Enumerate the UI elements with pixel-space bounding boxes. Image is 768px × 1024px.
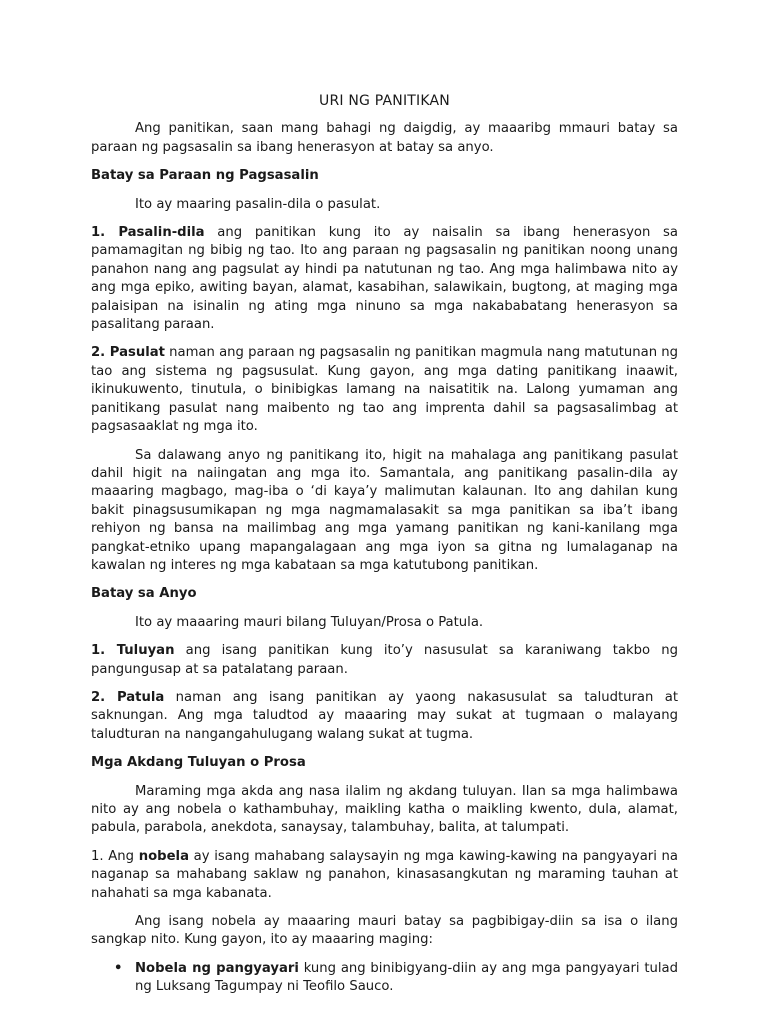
bullet-icon: • — [114, 960, 123, 976]
section-lead: Ito ay maaring pasalin-dila o pasulat. — [135, 196, 381, 212]
term-nobela-ng-pangyayari: Nobela ng pangyayari — [135, 960, 299, 976]
paragraph-text: ang isang panitikan kung ito’y nasusulat sa karaniwang takbo ng pangungusap at sa patalatang paraan. — [91, 643, 678, 677]
section-heading-pagsasalin: Batay sa Paraan ng Pagsasalin — [91, 168, 319, 184]
paragraph-nobela-uri: Ang isang nobela ay maaaring mauri batay sa pagbibigay-diin sa isa o ilang sangkap nito. Kung gayon, ito ay maaaring maging: — [91, 914, 678, 948]
paragraph-pasulat — [91, 344, 678, 436]
list-item — [114, 960, 679, 997]
section-lead: Ito ay maaaring mauri bilang Tuluyan/Prosa o Patula. — [135, 614, 484, 630]
term-pasulat: 2. Pasulat — [91, 345, 165, 361]
list-item-text: kung ang binibigyang-diin ay ang mga pangyayari tulad ng Luksang Tagumpay ni Teofilo Sauco. — [135, 960, 679, 995]
term-pasalin-dila: 1. Pasalin-dila — [91, 225, 205, 241]
section-heading-tuluyan-prosa: Mga Akdang Tuluyan o Prosa — [91, 755, 306, 771]
paragraph-text: naman ang paraan ng pagsasalin ng panitikan magmula nang matutunan ng tao ang sistema ng pagsusulat. Kung gayon, ang mga dating panitikang inaawit, ikinukuwento, tinutula, o binibigkas lamang na naisatitik na. Lalong yumaman ang panitikang pasulat nang maibento ng tao ang imprenta dahil sa pagsasalimbag at pagsasaaklat ng mga ito. — [91, 345, 678, 435]
paragraph-akdang-tuluyan: Maraming mga akda ang nasa ilalim ng akdang tuluyan. Ilan sa mga halimbawa nito ay ang nobela o kathambuhay, maikling katha o maikling kwento, dula, alamat, pabula, parabola, anekdota, sanaysay, talambuhay, balita, at talumpati. — [91, 783, 678, 836]
page-title: URI NG PANITIKAN — [319, 93, 450, 109]
paragraph-patula — [91, 689, 678, 744]
term-patula: 2. Patula — [91, 689, 165, 705]
paragraph-nobela — [91, 848, 678, 903]
bullet-list — [91, 960, 678, 997]
paragraph-closing: Sa dalawang anyo ng panitikang ito, higit na mahalaga ang panitikang pasulat dahil higit na naiingatan ang mga ito. Samantala, ang panitikang pasalin-dila ay maaaring magbago, mag-iba o ‘di kaya’y malimutan kalaunan. Ito ang dahilan kung bakit pinagsusumikapan ng mga nagmamalasakit sa mga panitikan sa iba’t ibang rehiyon ng bansa na mailimbag ang mga yamang panitikan ng kani-kanilang mga pangkat-etniko upang mapangalagaan ang mga iyon sa gitna ng lumalaganap na kawalan ng interes ng mga kabataan sa mga katutubong panitikan. — [91, 447, 678, 573]
paragraph-tuluyan — [91, 642, 678, 679]
term-tuluyan: 1. Tuluyan — [91, 643, 175, 659]
paragraph-text: ay isang mahabang salaysayin ng mga kawing-kawing na pangyayari na naganap sa mahabang saklaw ng panahon, kinasasangkutan ng maraming tauhan at nahahati sa mga kabanata. — [91, 848, 678, 901]
paragraph-text: naman ang isang panitikan ay yaong nakasusulat sa taludturan at saknungan. Ang mga taludtod ay maaaring may sukat at tugmaan o malayang taludturan na nangangahulugang walang sukat at tugma. — [91, 689, 678, 742]
paragraph-prefix: 1. Ang — [91, 848, 139, 864]
paragraph-pasalin-dila — [91, 224, 678, 334]
paragraph-text: ang panitikan kung ito ay naisalin sa ibang henerasyon sa pamamagitan ng bibig ng tao. Ito ang paraan ng pagsasalin ng panitikan noong unang panahon nang ang pagsulat ay hindi pa natutunan ng tao. Ang mga halimbawa nito ay ang mga epiko, awiting bayan, alamat, kasabihan, salawikain, bugtong, at maging mga palaisipan na isinalin ng ating mga ninuno sa mga nakababatang henerasyon sa pasalitang paraan. — [91, 225, 678, 333]
intro-paragraph: Ang panitikan, saan mang bahagi ng daigdig, ay maaaribg mmauri batay sa paraan ng pagsasalin sa ibang henerasyon at batay sa anyo. — [91, 121, 678, 155]
term-nobela: nobela — [138, 848, 189, 864]
section-heading-anyo: Batay sa Anyo — [91, 586, 197, 602]
